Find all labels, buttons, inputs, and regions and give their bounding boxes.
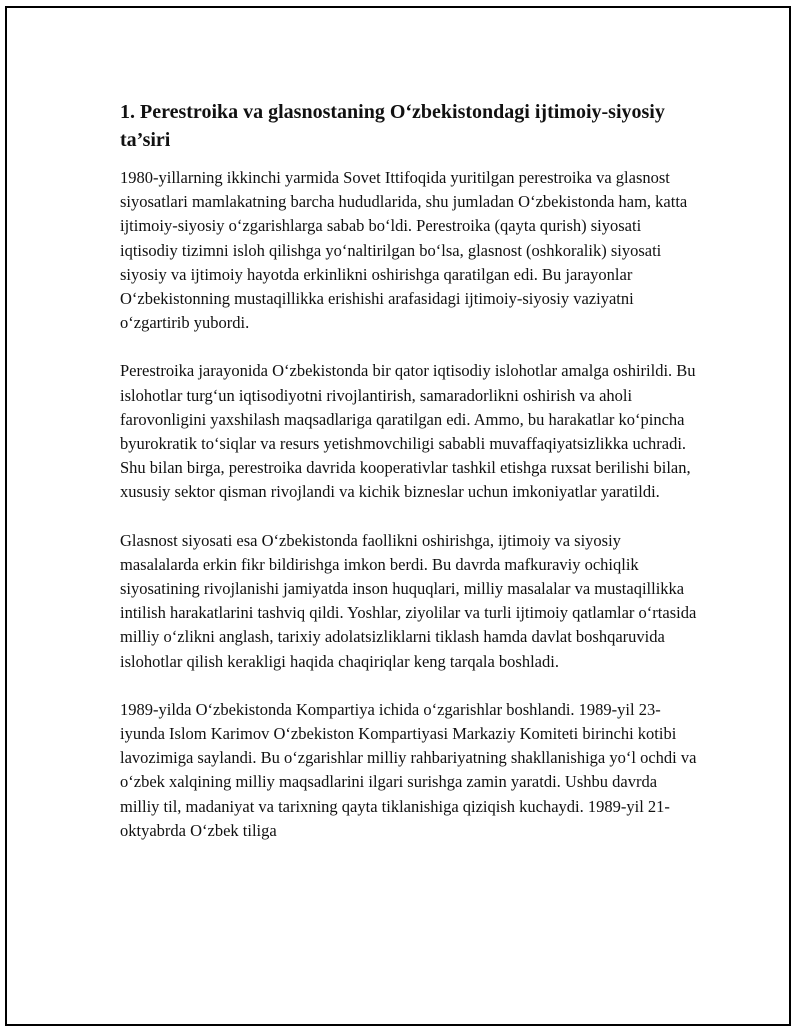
paragraph-1: 1980-yillarning ikkinchi yarmida Sovet Ittifoqida yuritilgan perestroika va glasnost siyosatlari mamlakatning barcha hududlarida, shu jumladan O‘zbekistonda ham, katta ijtimoiy-siyosiy o‘zgarishlarga sabab bo‘ldi. Perestroika (qayta qurish) siyosati iqtisodiy tizimni isloh qilishga yo‘naltirilgan bo‘lsa, glasnost (oshkoralik) siyosati siyosiy va ijtimoiy hayotda erkinlikni oshirishga qaratilgan edi. Bu jarayonlar O‘zbekistonning mustaqillikka erishishi arafasidagi ijtimoiy-siyosiy vaziyatni o‘zgartirib yubordi. xyxy=(120,168,688,333)
document-body xyxy=(120,98,698,867)
paragraph-2: Perestroika jarayonida O‘zbekistonda bir qator iqtisodiy islohotlar amalga oshirildi. Bu islohotlar turg‘un iqtisodiyotni rivojlantirish, samaradorlikni oshirish va aholi farovonligini yaxshilash maqsadlariga qaratilgan edi. Ammo, bu harakatlar ko‘pincha byurokratik to‘siqlar va resurs yetishmovchiligi sababli muvaffaqiyatsizlikka uchradi. Shu bilan birga, perestroika davrida kooperativlar tashkil etishga ruxsat berilishi bilan, xususiy sektor qisman rivojlandi va kichik bizneslar uchun imkoniyatlar yaratildi. xyxy=(120,361,696,502)
section-title: 1. Perestroika va glasnostaning O‘zbekistondagi ijtimoiy-siyosiy ta’siri xyxy=(120,101,665,151)
paragraph-3: Glasnost siyosati esa O‘zbekistonda faollikni oshirishga, ijtimoiy va siyosiy masalalarda erkin fikr bildirishga imkon berdi. Bu davrda mafkuraviy ochiqlik siyosatining rivojlanishi jamiyatda inson huquqlari, milliy masalalar va mustaqillikka intilish harakatlarini tashviq qildi. Yoshlar, ziyolilar va turli ijtimoiy qatlamlar o‘rtasida milliy o‘zlikni anglash, tarixiy adolatsizliklarni tiklash hamda davlat boshqaruvida islohotlar qilish kerakligi haqida chaqiriqlar keng tarqala boshladi. xyxy=(120,530,697,671)
page-frame xyxy=(5,6,791,1026)
paragraph-4: 1989-yilda O‘zbekistonda Kompartiya ichida o‘zgarishlar boshlandi. 1989-yil 23-iyunda Islom Karimov O‘zbekiston Kompartiyasi Markaziy Komiteti birinchi kotibi lavozimiga saylandi. Bu o‘zgarishlar milliy rahbariyatning shakllanishiga yo‘l ochdi va o‘zbek xalqining milliy maqsadlarini ilgari surishga zamin yaratdi. Ushbu davrda milliy til, madaniyat va tarixning qayta tiklanishiga qiziqish kuchaydi. 1989-yil 21-oktyabrda O‘zbek tiliga xyxy=(120,699,697,840)
